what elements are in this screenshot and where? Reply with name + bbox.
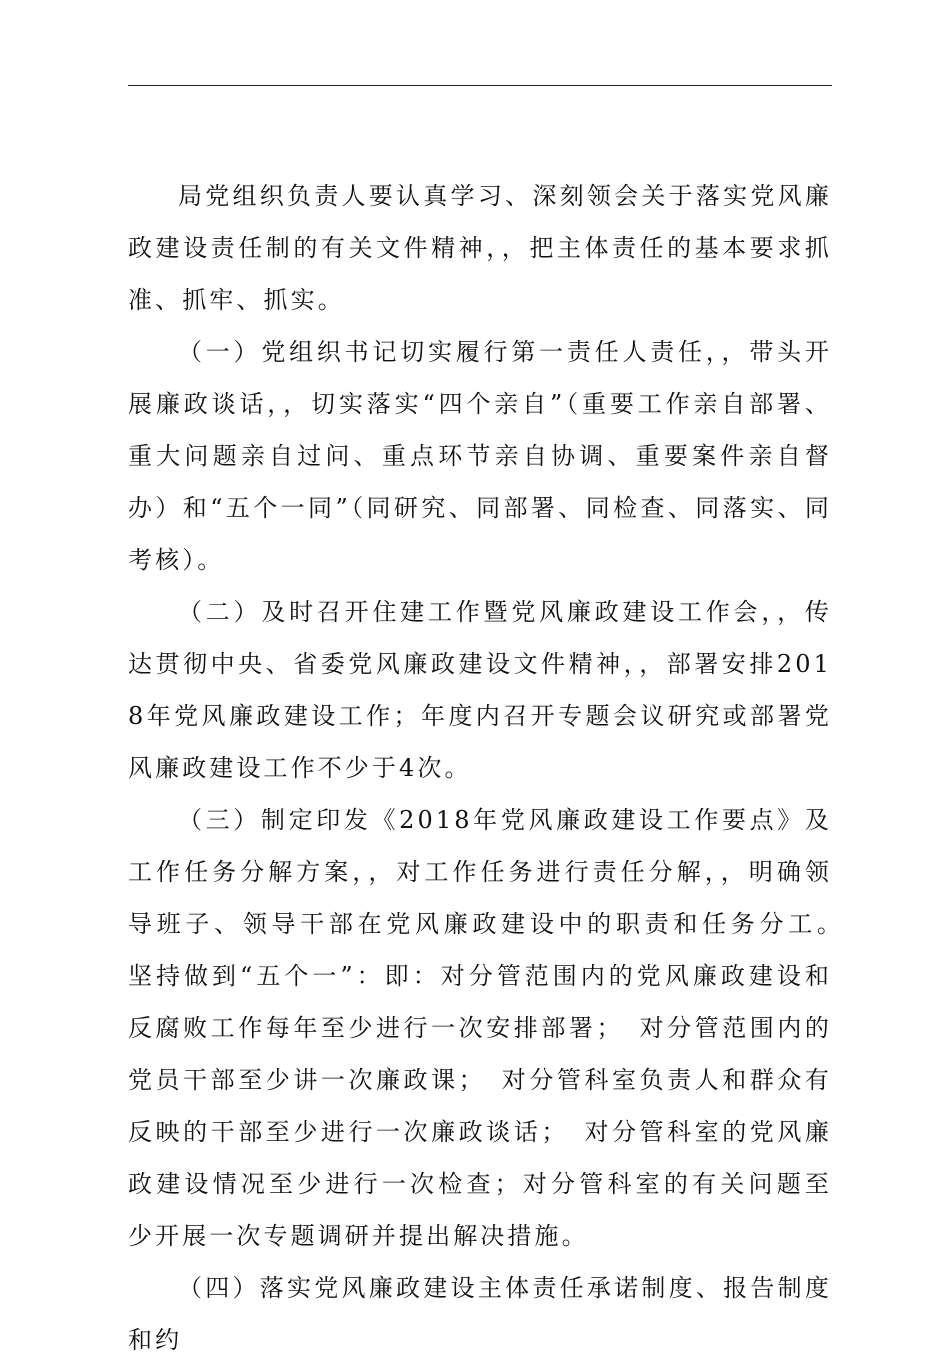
document-body: [128, 170, 887, 1366]
paragraph-item-3: （三）制定印发《2018年党风廉政建设工作要点》及工作任务分解方案，，对工作任务进行责任分解，，明确领导班子、领导干部在党风廉政建设中的职责和任务分工。 坚持做到“五个一”：即：对分管范围内的党风廉政建设和反腐败工作每年至少进行一次安排部署； 对分管范围内的党员干部至少讲一次廉政课； 对分管科室负责人和群众有反映的干部至少进行一次廉政谈话； 对分管科室的党风廉政建设情况至少进行一次检查；对分管科室的有关问题至少开展一次专题调研并提出解决措施。: [128, 806, 887, 1250]
paragraph-intro: 局党组织负责人要认真学习、深刻领会关于落实党风廉政建设责任制的有关文件精神，，把主体责任的基本要求抓准、抓牢、抓实。: [128, 182, 832, 314]
paragraph-item-2: （二）及时召开住建工作暨党风廉政建设工作会，，传达贯彻中央、省委党风廉政建设文件精神，，部署安排2018年党风廉政建设工作；年度内召开专题会议研究或部署党风廉政建设工作不少于4次。: [128, 598, 832, 782]
header-rule: [128, 85, 832, 86]
paragraph-item-4: （四）落实党风廉政建设主体责任承诺制度、报告制度和约: [128, 1274, 832, 1354]
paragraph-item-1: （一）党组织书记切实履行第一责任人责任，，带头开展廉政谈话，，切实落实“四个亲自”（重要工作亲自部署、重大问题亲自过问、重点环节亲自协调、重要案件亲自督办）和“五个一同”（同研究、同部署、同检查、同落实、同考核）。: [128, 338, 832, 574]
